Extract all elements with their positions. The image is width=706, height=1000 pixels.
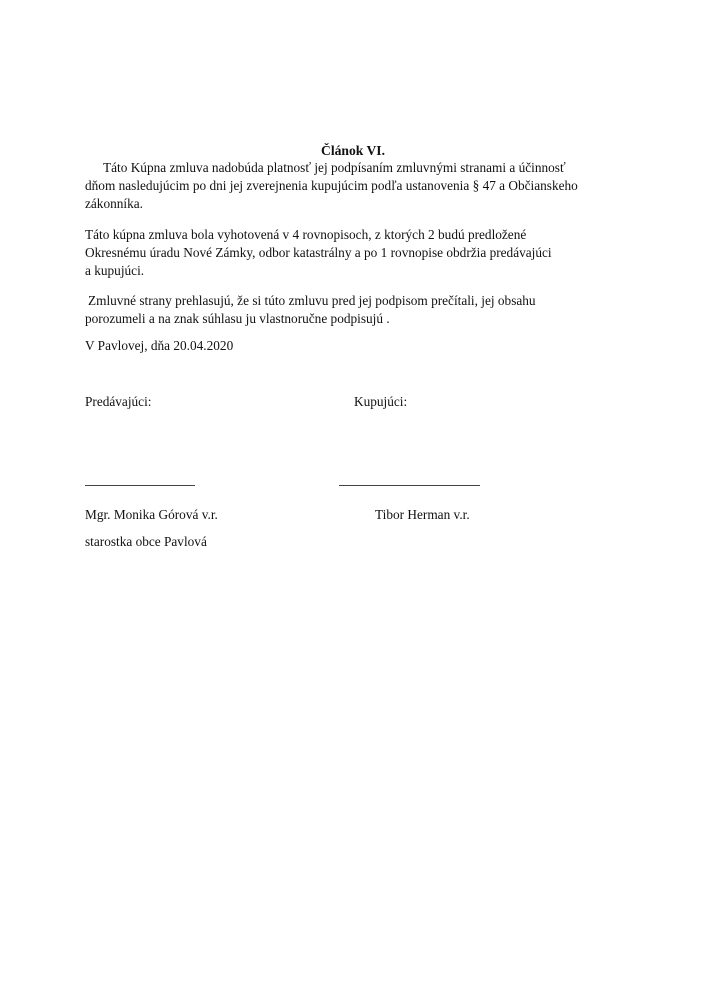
- paragraph-line: Zmluvné strany prehlasujú, že si túto zmluvu pred jej podpisom prečítali, jej obsahu: [88, 293, 536, 308]
- paragraph-line: Táto kúpna zmluva bola vyhotovená v 4 rovnopisoch, z ktorých 2 budú predložené: [85, 227, 527, 242]
- buyer-label: Kupujúci:: [354, 394, 408, 409]
- paragraph-copies: [85, 226, 645, 280]
- seller-signature-line: [85, 485, 195, 486]
- place-date-text: V Pavlovej, dňa 20.04.2020: [85, 338, 234, 353]
- paragraph-line: dňom nasledujúcim po dni jej zverejnenia kupujúcim podľa ustanovenia § 47 a Občianskeho: [85, 178, 578, 193]
- paragraph-line: Táto Kúpna zmluva nadobúda platnosť jej podpísaním zmluvnými stranami a účinnosť: [103, 160, 566, 175]
- paragraph-line: Okresnému úradu Nové Zámky, odbor katastrálny a po 1 rovnopise obdržia predávajúci: [85, 245, 552, 260]
- buyer-name: Tibor Herman v.r.: [375, 507, 470, 522]
- article-heading: Článok VI.: [321, 143, 385, 158]
- seller-name: Mgr. Monika Górová v.r.: [85, 507, 218, 522]
- paragraph-line: zákonníka.: [85, 196, 143, 211]
- paragraph-declaration: [85, 292, 645, 328]
- paragraph-line: porozumeli a na znak súhlasu ju vlastnoručne podpisujú .: [85, 311, 390, 326]
- paragraph-line: a kupujúci.: [85, 263, 145, 278]
- buyer-signature-line: [339, 485, 480, 486]
- seller-role: starostka obce Pavlová: [85, 534, 207, 549]
- seller-label: Predávajúci:: [85, 394, 152, 409]
- paragraph-validity: [85, 159, 645, 213]
- place-and-date: [85, 337, 645, 355]
